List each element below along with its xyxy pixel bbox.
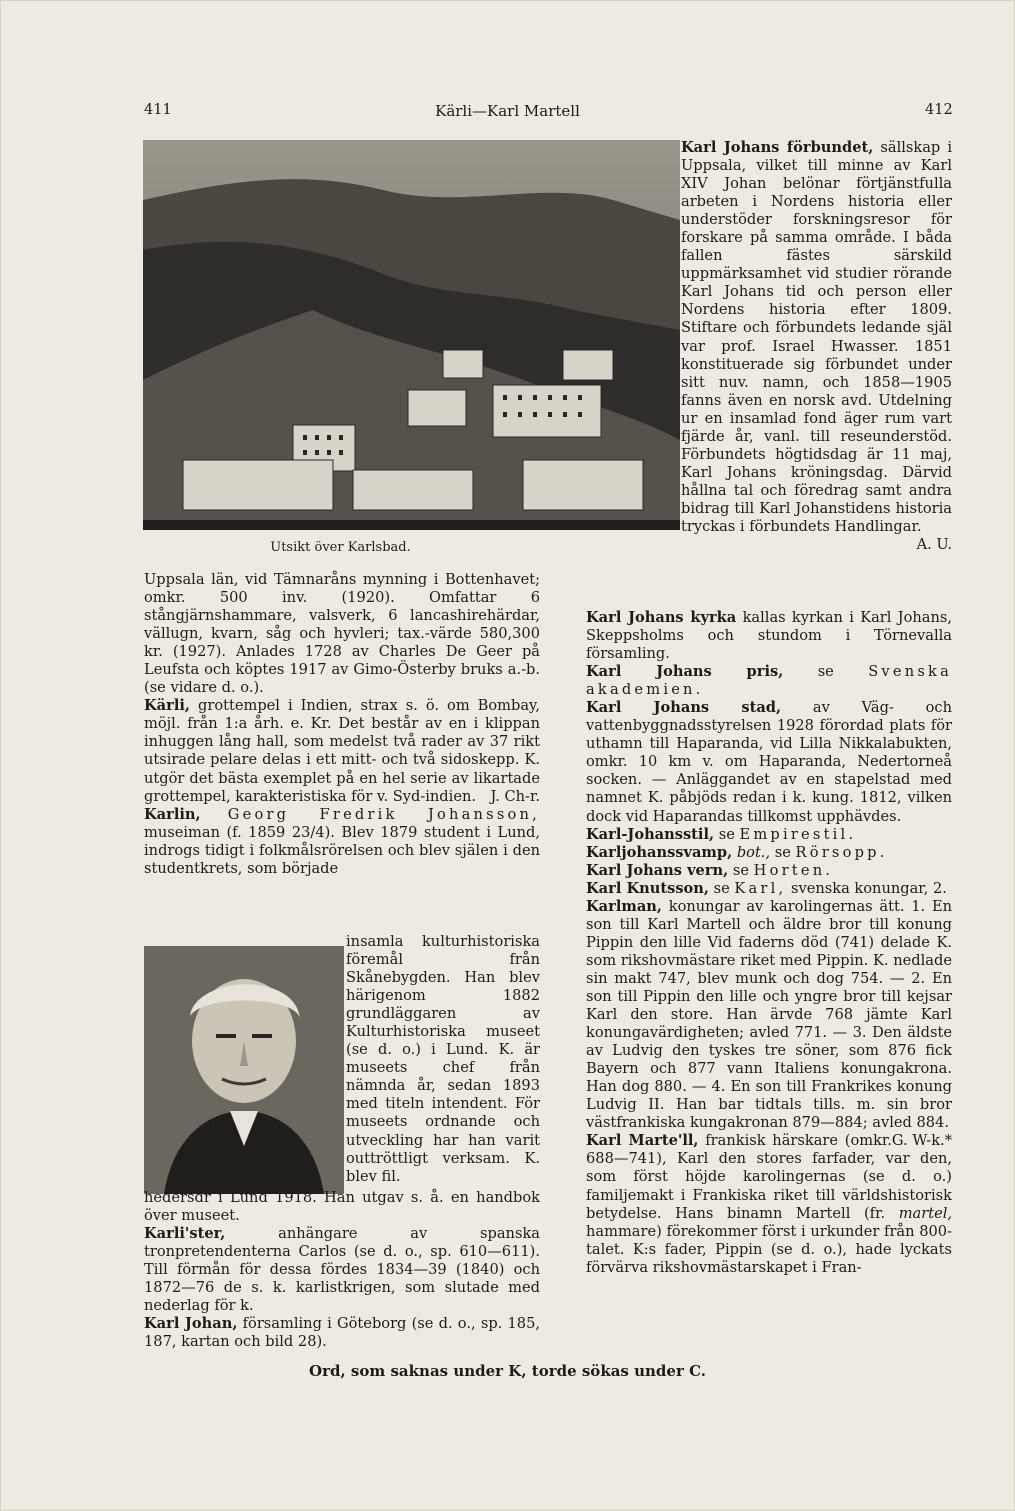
knutsson-reference: Karl, bbox=[734, 879, 787, 897]
headword-karl-johans-vern: Karl Johans vern, bbox=[586, 861, 729, 879]
forbundet-text: sällskap i Uppsala, vilket till minne av Karl XIV Johan belönar förtjänstfulla arbeten i Nordens historia eller understöder forskningsresor för forskare på samma område. I båda fallen fästes särskild uppmärksamhet vid studier rörande Karl Johans tid och person eller Nordens historia efter 1809. Stiftare och förbundets ledande själ var prof. Israel Hwasser. 1851 konstituerade sig förbundet under sitt nuv. namn, och 1858—1905 fanns även en norsk avd. Utdelning ur en insamlad fond äger rum vart fjärde år, vanl. till reseunderstöd. Förbundets högtidsdag är 11 maj, Karl Johans kröningsdag. Därvid hållna tal och föredrag samt andra bidrag till Karl Johanstidens historia tryckas i förbundets Handlingar. bbox=[681, 139, 952, 535]
entry-karl-johans-vern bbox=[586, 862, 952, 880]
stil-reference: Empirestil. bbox=[739, 825, 857, 843]
entry-karlman bbox=[586, 897, 953, 1150]
martell-text-2: hammare) förekommer först i urkunder från 800-talet. K:s fader, Pippin (se d. o.), hade lyckats förvärva rikshovmästarskapet i Fran- bbox=[586, 1222, 952, 1276]
entry-karl-johansstil bbox=[586, 826, 952, 844]
kyrka-text: kallas kyrkan i Karl Johans, Skeppsholms och stundom i Törnevalla församling. bbox=[586, 609, 953, 663]
entry-karl-johan bbox=[144, 1315, 540, 1351]
headword-karl-johans-stad: Karl Johans stad, bbox=[586, 699, 782, 717]
headword-karl-johan: Karl Johan, bbox=[144, 1315, 238, 1333]
knutsson-rest: svenska konungar, 2. bbox=[790, 879, 947, 897]
karl-johan-text: församling i Göteborg (se d. o., sp. 185, 187, kartan och bild 28). bbox=[144, 1315, 540, 1351]
martell-italic-word: martel, bbox=[898, 1204, 953, 1222]
karlman-signature: G. W-k.* bbox=[891, 1132, 952, 1150]
forbundet-signature: A. U. bbox=[916, 536, 952, 554]
pris-reference: Svenska akademien. bbox=[586, 663, 953, 699]
stil-see: se bbox=[718, 825, 735, 843]
headword-karl-knutsson: Karl Knutsson, bbox=[586, 879, 709, 897]
vern-see: se bbox=[732, 861, 749, 879]
headword-karl-johans-forbundet: Karl Johans förbundet, bbox=[681, 139, 874, 156]
entry-karl-johans-stad bbox=[586, 699, 952, 825]
left-column-wrap bbox=[346, 933, 540, 1186]
right-column-top bbox=[681, 139, 952, 554]
vern-reference: Horten. bbox=[753, 861, 834, 879]
pris-see: se bbox=[817, 663, 834, 681]
karlin-fullname: Georg Fredrik Johansson, bbox=[227, 805, 540, 823]
karlin-text-1: museiman (f. 1859 23/4). Blev 1879 student i Lund, indrogs tidigt i folkmålsrörelsen och blev själen i den studentkrets, som började bbox=[144, 823, 540, 877]
karlsbad-photo bbox=[143, 140, 680, 530]
headword-karlin: Karlin, bbox=[144, 805, 201, 823]
knutsson-see: se bbox=[713, 879, 730, 897]
headword-karli: Kärli, bbox=[144, 697, 190, 715]
headword-karlman: Karlman, bbox=[586, 897, 662, 915]
karli-text: grottempel i Indien, strax s. ö. om Bombay, möjl. från 1:a årh. e. Kr. Det består av en i klippan inhuggen lång hall, som medelst två rader av 37 rikt utsirade pelare delas i ett mitt- och två sidoskepp. K. utgör det bästa exemplet på en hel serie av likartade grottempel, karakteristiska för v. Syd-indien. bbox=[144, 697, 541, 805]
svamp-reference: Rörsopp. bbox=[795, 843, 888, 861]
headword-karl-johans-kyrka: Karl Johans kyrka bbox=[586, 609, 737, 626]
headword-karljohanssvamp: Karljohanssvamp, bbox=[586, 843, 733, 861]
left-column-top bbox=[144, 571, 540, 878]
entry-karlister bbox=[144, 1225, 540, 1315]
page-number-left: 411 bbox=[144, 102, 172, 118]
karlin-text-wrap: insamla kulturhistoriska föremål från Skånebygden. Han blev härigenom 1882 grundläggaren av Kulturhistoriska museet (se d. o.) i Lund. K. är museets chef från nämnda år, sedan 1893 med titeln intendent. För museets ordnande och utveckling har han varit outtröttligt verksam. K. blev fil. bbox=[346, 933, 540, 1185]
entry-karl-martell bbox=[586, 1132, 952, 1276]
karli-signature: J. Ch-r. bbox=[490, 787, 540, 805]
entry-karlin bbox=[144, 806, 540, 878]
headword-karl-johansstil: Karl-Johansstil, bbox=[586, 825, 715, 843]
gimo-entry-continuation: Uppsala län, vid Tämnaråns mynning i Bottenhavet; omkr. 500 inv. (1920). Omfattar 6 stångjärnshammare, valsverk, 6 lancashirehärdar, vällugn, kvarn, såg och hyvleri; tax.-värde 580,300 kr. (1927). Anlades 1728 av Charles De Geer på Leufsta och köptes 1917 av Gimo-Österby bruks a.-b. (se vidare d. o.). bbox=[144, 571, 540, 697]
left-column-bottom bbox=[144, 1189, 540, 1351]
entry-karl-johans-forbundet bbox=[681, 139, 952, 554]
entry-karl-johans-kyrka bbox=[586, 609, 952, 663]
headword-karl-johans-pris: Karl Johans pris, bbox=[586, 663, 784, 681]
karlin-portrait-photo bbox=[144, 946, 344, 1194]
svamp-bot: bot., bbox=[736, 843, 771, 861]
karlman-text: konungar av karolingernas ätt. 1. En son till Karl Martell och äldre bror till konung Pippin den lille Vid faderns död (741) delade K. som rikshovmästare riket med Pippin. K. nedlade sin makt 747, blev munk och dog 754. — 2. En son till Pippin den lille och yngre bror till kejsar Karl den store. Han ärvde 768 jämte Karl konungavärdigheten; avled 771. — 3. Den äldste av Ludvig den tyskes tre söner, som 876 fick Bayern och 877 vann Italiens konungakrona. Han dog 880. — 4. En son till Frankrikes konung Ludvig II. Han bar tidtals tills. m. sin bror västfrankiska kungakronan 879—884; avled 884. bbox=[586, 897, 953, 1132]
karlin-text-2: hedersdr i Lund 1918. Han utgav s. å. en handbok över museet. bbox=[144, 1189, 540, 1225]
running-header bbox=[0, 102, 1015, 126]
stad-text: av Väg- och vattenbyggnadsstyrelsen 1928 förordad plats för uthamn till Haparanda, vid Lilla Nikkalabukten, omkr. 10 km v. om Haparanda, Nedertorneå socken. — Anläggandet av en stapelstad med namnet K. påbjöds redan i k. kung. 1812, vilken dock vid Haparandas tillkomst upphävdes. bbox=[586, 699, 953, 825]
page-number-right: 412 bbox=[925, 102, 953, 118]
right-column-main bbox=[586, 609, 952, 1277]
portrait-illustration bbox=[144, 946, 344, 1194]
headword-karl-martell: Karl Marte'll, bbox=[586, 1132, 699, 1150]
martell-text-1: frankisk härskare (omkr. 688—741), Karl den stores farfader, var den, som först höjde karolingernas (se d. o.) familjemakt i Frankiska riket till världshistorisk betydelse. Hans binamn Martell (fr. bbox=[586, 1132, 952, 1222]
karlister-text: anhängare av spanska tronpretendenterna Carlos (se d. o., sp. 610—611). Till förmån för dessa fördes 1834—39 (1840) och 1872—76 de s. k. karlistkrigen, som slutade med nederlag för k. bbox=[144, 1225, 540, 1315]
photo-caption: Utsikt över Karlsbad. bbox=[270, 540, 411, 555]
headword-karlister: Karli'ster, bbox=[144, 1225, 226, 1243]
footer-note: Ord, som saknas under K, torde sökas under C. bbox=[309, 1362, 706, 1380]
svamp-see: se bbox=[774, 843, 791, 861]
entry-karl-johans-pris bbox=[586, 663, 952, 699]
running-title: Kärli—Karl Martell bbox=[435, 102, 580, 120]
entry-karl-knutsson bbox=[586, 880, 952, 898]
entry-karli bbox=[144, 697, 540, 805]
entry-karljohanssvamp bbox=[586, 844, 952, 862]
karlsbad-landscape-illustration bbox=[143, 140, 680, 530]
